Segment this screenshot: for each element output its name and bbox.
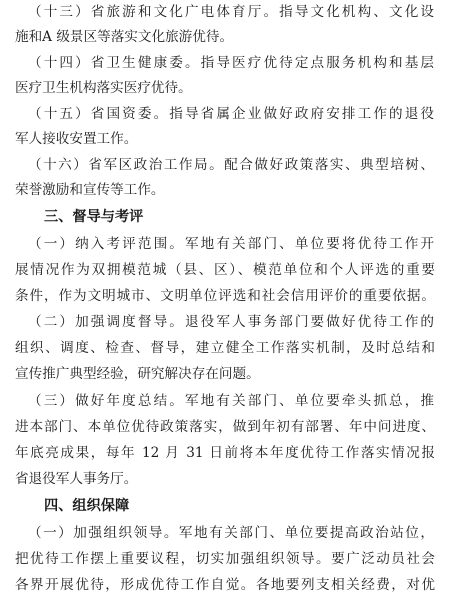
supervision-item-3-line-3: 年底亮成果，每年 12 月 31 日前将本年度优待工作落实情况报: [15, 445, 435, 461]
supervision-item-3-line-2: 进本部门、本单位优待政策落实，做到年初有部署、年中问进度、: [15, 419, 435, 435]
section-heading-organization: 四、组织保障: [44, 498, 130, 514]
paragraph-16-line-2: 荣誉激励和宣传等工作。: [15, 182, 165, 198]
paragraph-15-line-1: （十五）省国资委。指导省属企业做好政府安排工作的退役: [28, 106, 434, 122]
supervision-item-3-line-4: 省退役军人事务厅。: [15, 471, 138, 487]
paragraph-14-line-1: （十四）省卫生健康委。指导医疗优待定点服务机构和基层: [28, 55, 434, 71]
paragraph-13-line-1: （十三）省旅游和文化广电体育厅。指导文化机构、文化设: [28, 4, 434, 20]
supervision-item-2-line-2: 组织、调度、检查、督导，建立健全工作落实机制，及时总结和: [15, 340, 435, 356]
organization-item-1-line-2: 把优待工作摆上重要议程，切实加强组织领导。要广泛动员社会: [15, 551, 435, 567]
supervision-item-1-line-2: 展情况作为双拥模范城（县、区）、模范单位和个人评选的重要: [15, 262, 435, 278]
organization-item-1-line-3: 各界开展优待，形成优待工作自觉。各地要列支相关经费，对优: [15, 577, 435, 593]
organization-item-1-line-1: （一）加强组织领导。军地有关部门、单位要提高政治站位，: [28, 525, 434, 541]
supervision-item-1-line-1: （一）纳入考评范围。军地有关部门、单位要将优待工作开: [28, 236, 434, 252]
supervision-item-3-line-1: （三）做好年度总结。军地有关部门、单位要牵头抓总，推: [28, 393, 434, 409]
supervision-item-1-line-3: 条件，作为文明城市、文明单位评选和社会信用评价的重要依据。: [15, 288, 435, 304]
supervision-item-2-line-3: 宣传推广典型经验，研究解决存在问题。: [15, 366, 260, 382]
paragraph-15-line-2: 军人接收安置工作。: [15, 131, 138, 147]
section-heading-supervision: 三、督导与考评: [44, 209, 144, 225]
paragraph-16-line-1: （十六）省军区政治工作局。配合做好政策落实、典型培树、: [28, 157, 434, 173]
paragraph-13-line-2: 施和A 级景区等落实文化旅游优待。: [15, 29, 234, 45]
paragraph-14-line-2: 医疗卫生机构落实医疗优待。: [15, 80, 192, 96]
supervision-item-2-line-1: （二）加强调度督导。退役军人事务部门要做好优待工作的: [28, 314, 434, 330]
